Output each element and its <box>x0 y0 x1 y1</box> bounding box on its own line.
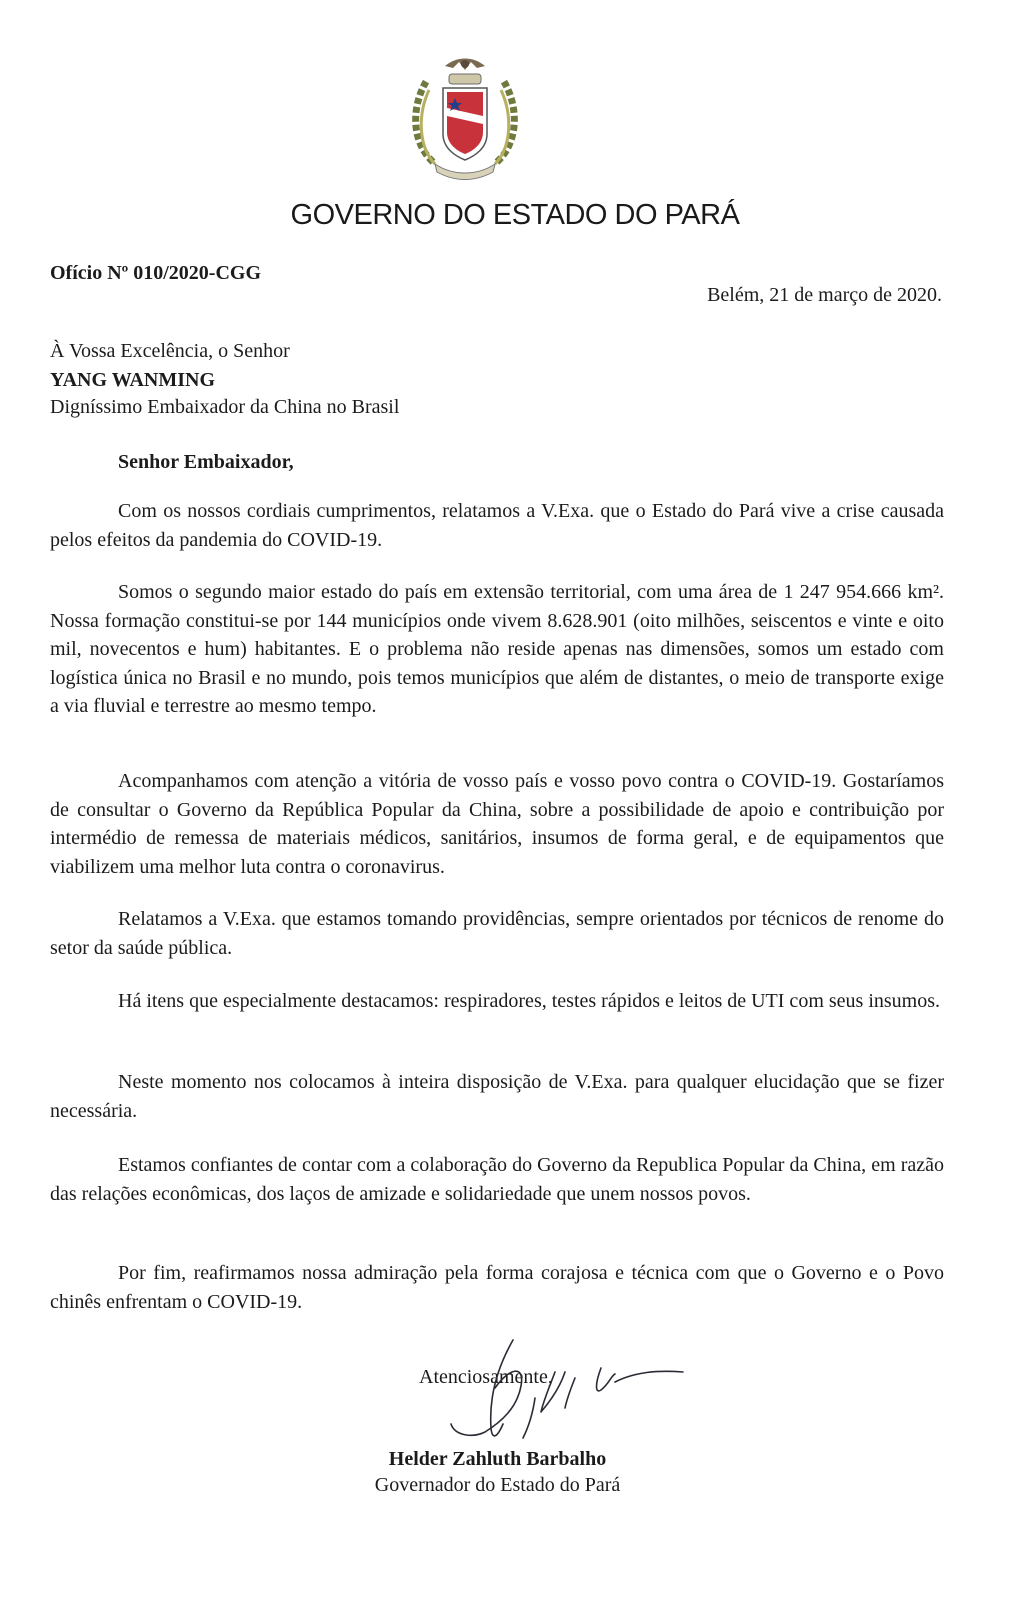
closing-phrase: Atenciosamente, <box>419 1366 553 1388</box>
body-paragraph: Há itens que especialmente destacamos: respiradores, testes rápidos e leitos de UTI com seus insumos. <box>118 990 940 1012</box>
body-paragraph: Por fim, reafirmamos nossa admiração pela forma corajosa e técnica com que o Governo e o Povo chinês enfrentam o COVID-19. <box>50 1262 944 1313</box>
signer-name: Helder Zahluth Barbalho <box>388 1448 607 1470</box>
handwritten-signature-icon <box>425 1328 705 1448</box>
signer-title: Governador do Estado do Pará <box>374 1474 621 1496</box>
salutation: Senhor Embaixador, <box>118 451 294 473</box>
addressee-line: À Vossa Excelência, o Senhor <box>50 340 290 362</box>
body-paragraph: Estamos confiantes de contar com a colaboração do Governo da Republica Popular da China, em razão das relações econômicas, dos laços de amizade e solidariedade que unem nossos povos. <box>50 1154 944 1205</box>
body-paragraph: Acompanhamos com atenção a vitória de vosso país e vosso povo contra o COVID-19. Gostaríamos de consultar o Governo da República Popular da China, sobre a possibilidade de apoio e contribuição por intermédio de remessa de materiais médicos, sanitários, insumos de forma geral, e de equipamentos que viabilizem uma melhor luta contra o coronavirus. <box>50 770 944 878</box>
body-paragraph: Relatamos a V.Exa. que estamos tomando providências, sempre orientados por técnicos de renome do setor da saúde pública. <box>50 908 944 959</box>
document-reference: Ofício Nº 010/2020-CGG <box>50 262 262 284</box>
addressee-title: Digníssimo Embaixador da China no Brasil <box>50 396 400 418</box>
body-paragraph: Com os nossos cordiais cumprimentos, relatamos a V.Exa. que o Estado do Pará vive a crise causada pelos efeitos da pandemia do COVID-19. <box>50 500 944 551</box>
date-line: Belém, 21 de março de 2020. <box>707 284 942 306</box>
addressee-name: YANG WANMING <box>50 369 216 391</box>
body-paragraph: Neste momento nos colocamos à inteira disposição de V.Exa. para qualquer elucidação que se fizer necessária. <box>50 1071 944 1122</box>
para-state-coat-of-arms-icon <box>405 44 525 184</box>
body-paragraph: Somos o segundo maior estado do país em extensão territorial, com uma área de 1 247 954.666 km². Nossa formação constitui-se por 144 municípios onde vivem 8.628.901 (oito milhões, seiscentos e vinte e oito mil, novecentos e hum) habitantes. E o problema não reside apenas nas dimensões, somos um estado com logística única no Brasil e no mundo, pois temos municípios que além de distantes, o meio de transporte exige a via fluvial e terrestre ao mesmo tempo. <box>50 581 944 717</box>
letterhead-title: GOVERNO DO ESTADO DO PARÁ <box>290 199 740 231</box>
